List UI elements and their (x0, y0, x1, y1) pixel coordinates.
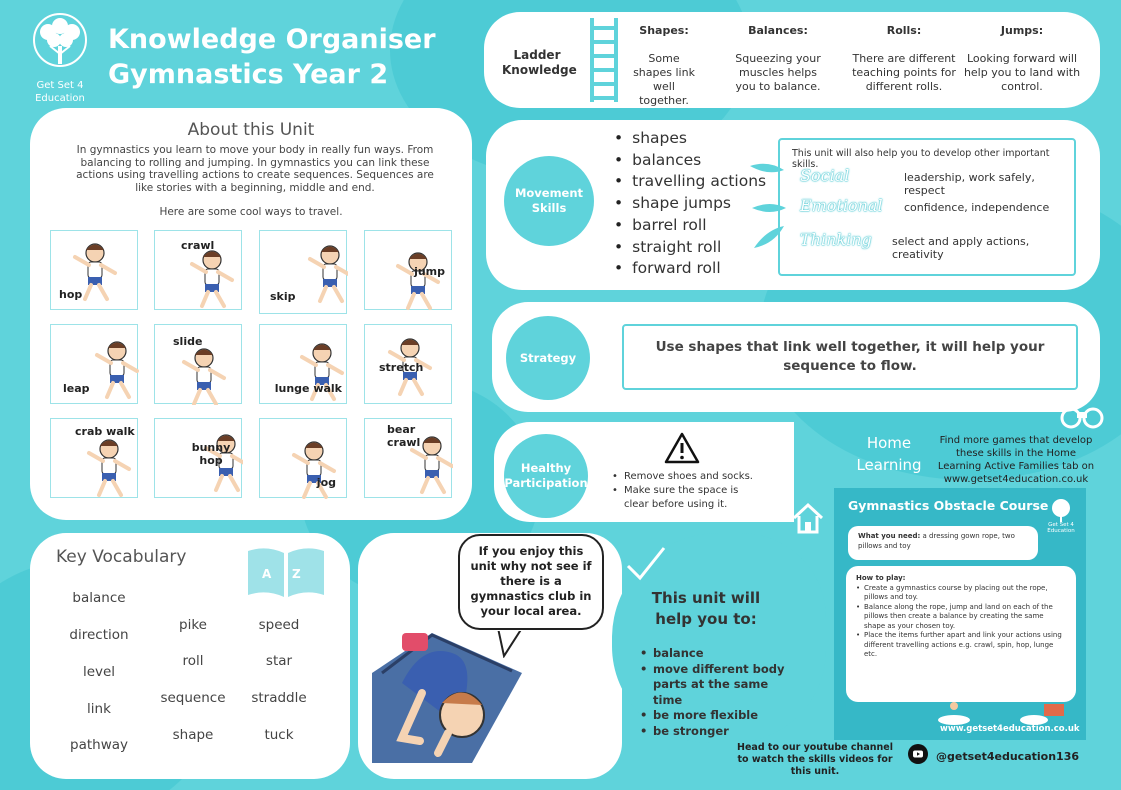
title-line1: Knowledge Organiser (108, 24, 436, 55)
home-learning-title: Home Learning (856, 434, 922, 474)
list-item: • balance (640, 646, 800, 662)
travel-tile-label: slide (173, 335, 203, 348)
youtube-icon[interactable] (908, 744, 928, 764)
list-item: • shape jumps (614, 193, 766, 215)
strategy-label: Strategy (506, 316, 590, 400)
ladder-jumps (962, 24, 1082, 94)
brand-logo (28, 12, 92, 104)
list-item: • Remove shoes and socks. (612, 470, 762, 484)
list-item: • balances (614, 150, 766, 172)
travel-tile (50, 230, 138, 310)
play-label: How to play: (856, 574, 906, 582)
skill-social-value: leadership, work safely, respect (904, 171, 1035, 197)
travel-tile (154, 230, 242, 310)
travel-tile-label: bunny hop (191, 441, 231, 467)
book-letter: Z (292, 567, 301, 581)
ladder-knowledge-card (484, 12, 1100, 108)
ladder-shapes (604, 24, 724, 108)
movement-skills-list (614, 128, 766, 280)
ladder-label: Ladder Knowledge (502, 48, 577, 77)
travel-tile-label: hop (59, 288, 83, 301)
need-label: What you need: (858, 532, 921, 540)
skill-emotional: Emotional (800, 196, 883, 215)
travel-tile (364, 230, 452, 310)
checkmark-icon (624, 544, 668, 584)
list-item: • move different body parts at the same time (640, 662, 800, 709)
youtube-handle[interactable]: @getset4education136 (936, 750, 1079, 763)
unit-help-list (640, 646, 800, 739)
healthy-list (612, 470, 762, 512)
speech-bubble-tail (494, 628, 524, 658)
page-title (108, 22, 436, 92)
movement-skills-card (486, 120, 1100, 290)
doc-how-to-play (846, 566, 1076, 702)
ladder-text: There are different teaching points for different rolls. (852, 52, 956, 93)
list-item: • forward roll (614, 258, 766, 280)
doc-illustration (914, 698, 1074, 726)
ladder-text: Looking forward will help you to land with control. (963, 52, 1081, 93)
ladder-heading: Shapes: (639, 24, 689, 37)
strategy-card (492, 302, 1100, 412)
travel-tile-label: skip (270, 290, 296, 303)
travel-tile (154, 418, 242, 498)
doc-logo-text: Get Set 4 Education (1047, 522, 1075, 534)
about-subtitle: Here are some cool ways to travel. (159, 206, 343, 218)
vocab-word: pathway (70, 737, 128, 753)
travel-tile (50, 418, 138, 498)
travel-tile-label: leap (63, 382, 90, 395)
ladder-text: Some shapes link well together. (633, 52, 695, 107)
skill-thinking-value: select and apply actions, creativity (892, 235, 1030, 261)
vocab-word: level (82, 664, 116, 680)
warning-icon (664, 432, 700, 464)
doc-title: Gymnastics Obstacle Course (848, 498, 1049, 513)
ladder-heading: Jumps: (1000, 24, 1044, 37)
doc-what-you-need (848, 526, 1038, 560)
ladder-heading: Rolls: (886, 24, 922, 37)
list-item: • barrel roll (614, 215, 766, 237)
ladder-heading: Balances: (748, 24, 808, 37)
vocab-word: star (265, 653, 293, 669)
doc-logo-icon (1046, 498, 1076, 524)
strategy-text: Use shapes that link well together, it will help your sequence to flow. (622, 324, 1078, 390)
vocab-word: tuck (264, 727, 294, 743)
travel-tile-label: bear crawl (387, 423, 421, 449)
title-line2: Gymnastics Year 2 (108, 59, 389, 90)
about-unit-card (30, 108, 472, 520)
unit-help-title: This unit will help you to: (651, 589, 761, 628)
list-item: • Place the items further apart and link your actions using different travelling actions e.g. crawl, spin, hop, lunge etc. (856, 631, 1066, 660)
travel-tile-label: lunge walk (274, 382, 342, 395)
vocab-word: link (87, 701, 111, 717)
other-skills-intro: This unit will also help you to develop other important skills. (792, 148, 1050, 170)
ladder-text: Squeezing your muscles helps you to balance. (735, 52, 821, 93)
travel-tile (259, 418, 347, 498)
key-vocabulary-card (30, 533, 350, 779)
about-title: About this Unit (187, 120, 315, 140)
travel-tile (259, 230, 347, 314)
skill-thinking: Thinking (800, 230, 872, 249)
list-item: • travelling actions (614, 171, 766, 193)
list-item: • straight roll (614, 237, 766, 259)
vocab-word: speed (258, 617, 300, 633)
travel-tile (259, 324, 347, 404)
home-learning-info: Find more games that develop these skills in the Home Learning Active Families tab on www.getset4education.co.uk (937, 435, 1095, 485)
need-text: a dressing gown rope, two pillows and toy (858, 532, 1015, 550)
vocab-word: sequence (160, 690, 226, 706)
list-item: • Make sure the space is clear before using it. (612, 484, 762, 512)
travel-tile-label: crab walk (75, 425, 135, 438)
travel-tile-label: jump (414, 265, 445, 278)
travel-tile (364, 324, 452, 404)
play-list (856, 584, 1066, 660)
youtube-text: Head to our youtube channel to watch the skills videos for this unit. (737, 742, 893, 777)
skill-social: Social (800, 166, 850, 185)
healthy-participation-card (494, 422, 794, 522)
open-book-icon (244, 543, 328, 601)
travel-tile-label: stretch (379, 361, 424, 374)
list-item: • be stronger (640, 724, 800, 740)
travel-tile (50, 324, 138, 404)
vocab-word: straddle (251, 690, 307, 706)
logo-text-line2: Education (35, 93, 85, 104)
vocab-word: roll (182, 653, 204, 669)
skill-emotional-value: confidence, independence (904, 201, 1050, 214)
about-text: In gymnastics you learn to move your body in really fun ways. From balancing to rolling and jumping. In gymnastics you can link these actions using travelling actions to create sequences. Sequences are like stories with a beginning, middle and end. (76, 144, 434, 194)
list-item: • Create a gymnastics course by placing out the rope, pillows and toy. (856, 584, 1066, 603)
other-skills-box (778, 138, 1076, 276)
movement-skills-label: Movement Skills (504, 156, 594, 246)
travel-tile-label: crawl (181, 239, 215, 252)
travel-tile-label: jog (316, 476, 336, 489)
logo-text-line1: Get Set 4 (36, 80, 84, 91)
binoculars-icon (1060, 402, 1104, 430)
ladder-balances (718, 24, 838, 94)
healthy-participation-label: Healthy Participation (504, 434, 588, 518)
vocab-word: balance (72, 590, 126, 606)
tree-icon (28, 12, 92, 74)
vocab-word: shape (172, 727, 214, 743)
club-speech-bubble: If you enjoy this unit why not see if there is a gymnastics club in your local area. (458, 534, 604, 630)
vocab-word: pike (179, 617, 207, 633)
ladder-rolls (844, 24, 964, 94)
vocab-word: direction (69, 627, 129, 643)
vocab-title: Key Vocabulary (56, 547, 187, 567)
obstacle-course-document (834, 488, 1086, 740)
book-letter: A (262, 567, 272, 581)
doc-url[interactable]: www.getset4education.co.uk (940, 724, 1080, 734)
list-item: • be more flexible (640, 708, 800, 724)
list-item: • shapes (614, 128, 766, 150)
travel-tile (154, 324, 242, 404)
travel-tile (364, 418, 452, 498)
list-item: • Balance along the rope, jump and land on each of the pillows then create a balance by creating the same shape as your chosen toy. (856, 603, 1066, 632)
home-icon (790, 500, 826, 536)
